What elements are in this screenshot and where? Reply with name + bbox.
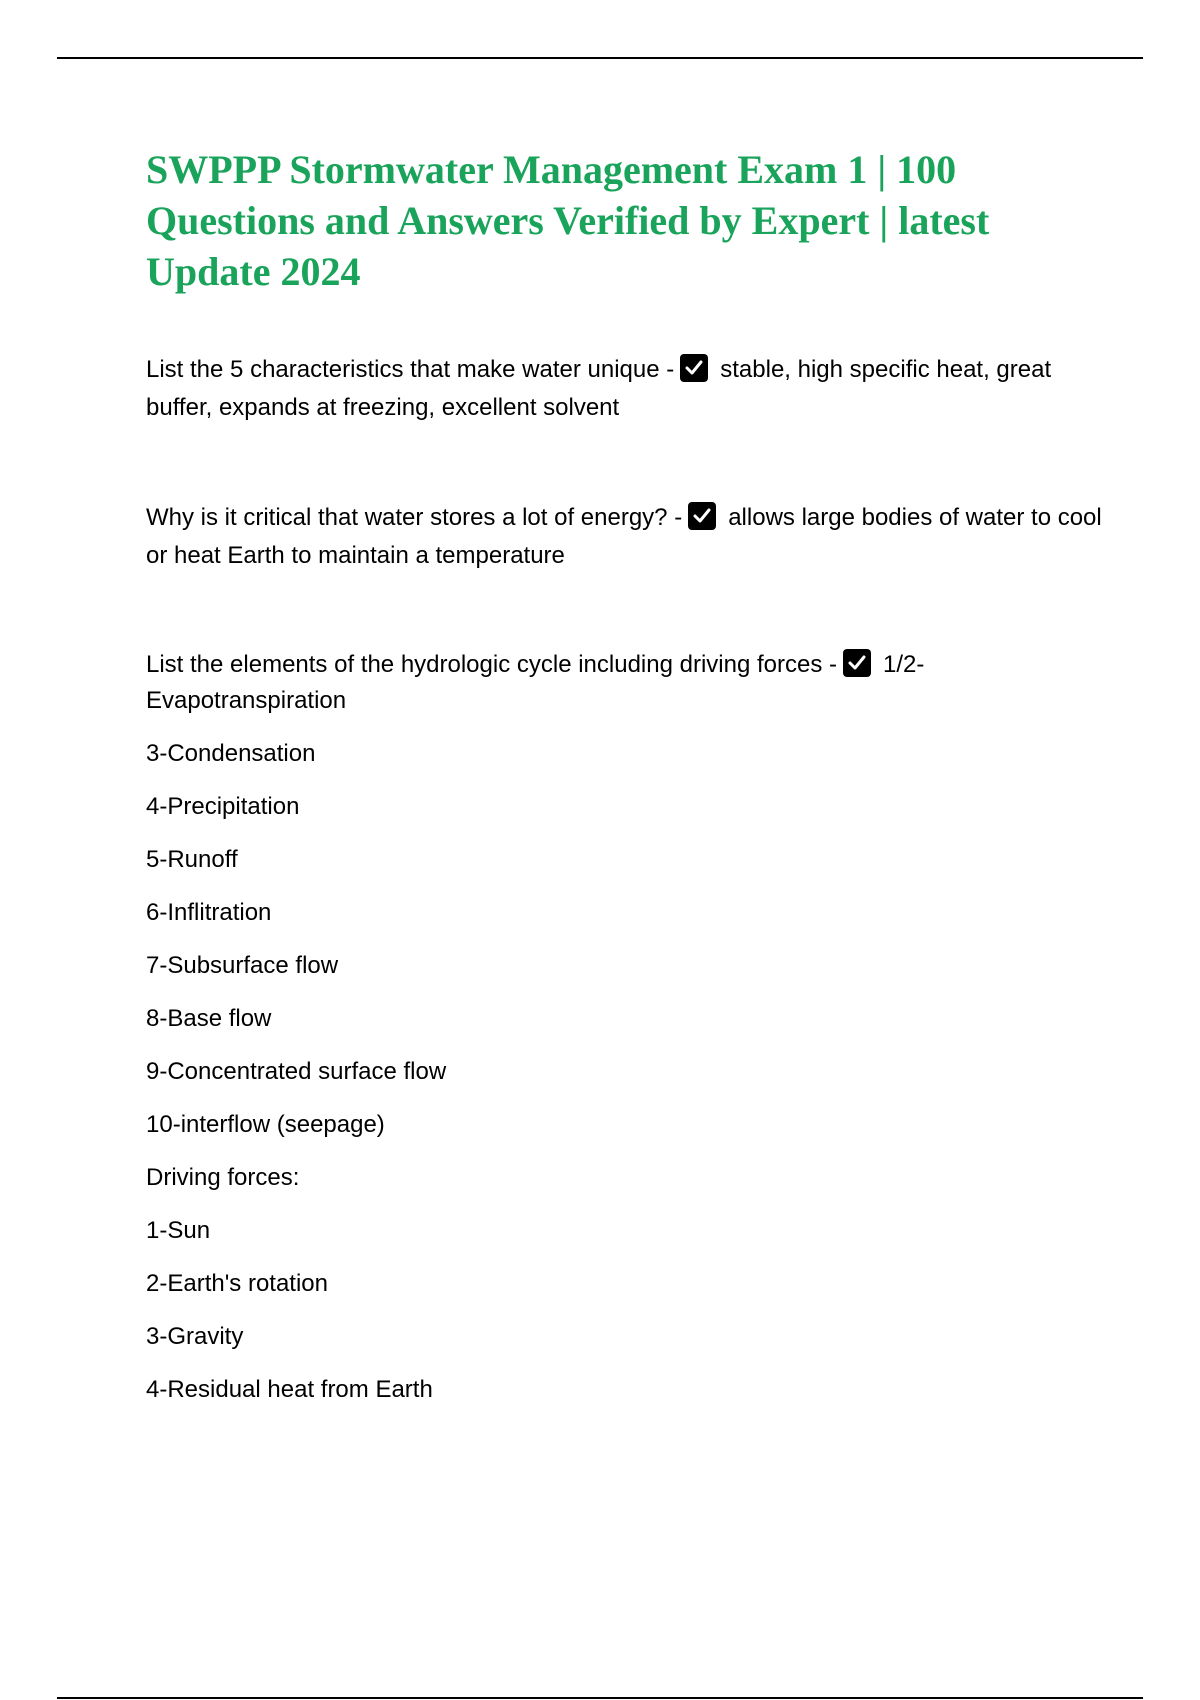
qa-item-1 bbox=[146, 351, 1106, 427]
qa-item-2 bbox=[146, 499, 1106, 575]
hydrologic-cycle-list bbox=[146, 736, 1106, 1408]
list-item: 8-Base flow bbox=[146, 1005, 272, 1032]
list-item: 4-Residual heat from Earth bbox=[146, 1376, 433, 1403]
document-body bbox=[146, 144, 1106, 1408]
list-item: 7-Subsurface flow bbox=[146, 952, 339, 979]
question-text: List the 5 characteristics that make water unique - bbox=[146, 356, 675, 383]
checkbox-checked-icon bbox=[688, 502, 716, 530]
list-item: 3-Condensation bbox=[146, 740, 316, 767]
answer-text: allows large bodies of water to cool or heat Earth to maintain a temperature bbox=[146, 504, 1102, 569]
list-item: 2-Earth's rotation bbox=[146, 1270, 329, 1297]
list-item: 6-Inflitration bbox=[146, 899, 272, 926]
checkbox-checked-icon bbox=[680, 354, 708, 382]
list-item: 4-Precipitation bbox=[146, 793, 300, 820]
list-item: 1-Sun bbox=[146, 1217, 211, 1244]
list-item: 5-Runoff bbox=[146, 846, 238, 873]
list-item: 9-Concentrated surface flow bbox=[146, 1058, 447, 1085]
document-title: SWPPP Stormwater Management Exam 1 | 100 Questions and Answers Verified by Expert | latest Update 2024 bbox=[146, 147, 990, 294]
top-rule bbox=[57, 57, 1143, 59]
answer-text: stable, high specific heat, great buffer, expands at freezing, excellent solvent bbox=[146, 356, 1052, 421]
list-item: 3-Gravity bbox=[146, 1323, 244, 1350]
checkbox-checked-icon bbox=[843, 649, 871, 677]
bottom-rule bbox=[57, 1697, 1143, 1699]
list-item: 10-interflow (seepage) bbox=[146, 1111, 385, 1138]
qa-item-3 bbox=[146, 647, 1106, 719]
answer-text: 1/2-Evapotranspiration bbox=[146, 651, 925, 714]
question-text: Why is it critical that water stores a lot of energy? - bbox=[146, 504, 683, 531]
list-item: Driving forces: bbox=[146, 1164, 300, 1191]
question-text: List the elements of the hydrologic cycle including driving forces - bbox=[146, 651, 838, 678]
